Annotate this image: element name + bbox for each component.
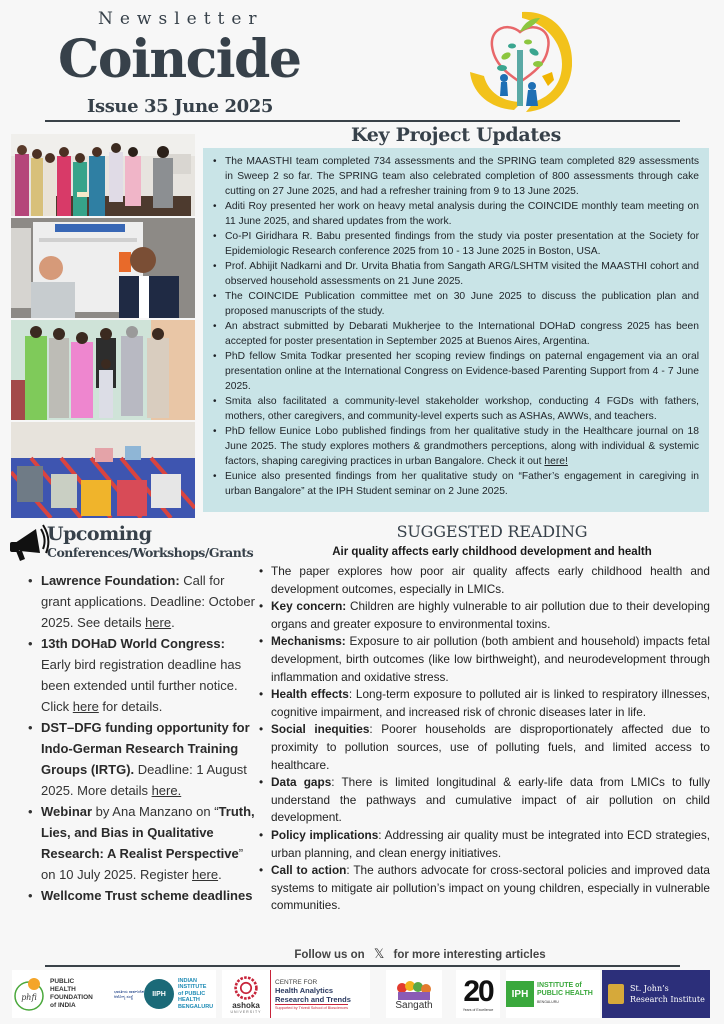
upcoming-list (26, 570, 256, 906)
iiph-badge-icon: IIPH (144, 979, 174, 1009)
phfi-logo: phfi PUBLIC HEALTH FOUNDATION of INDIA (12, 970, 112, 1018)
upcoming-item: • Wellcome Trust scheme deadlines (26, 885, 256, 906)
upcoming-item: • Lawrence Foundation: Call for grant applications. Deadline: October 2025. See details here. (26, 570, 256, 633)
update-item: • An abstract submitted by Debarati Mukherjee to the International DOHaD congress 2025 has been accepted for poster presentation in September 2025 at Buenos Aires, Argentina. (213, 319, 699, 349)
ashoka-logo: ashoka UNIVERSITY (222, 970, 270, 1018)
community-workshop-photo (11, 422, 195, 518)
reading-item: • Policy implications: Addressing air quality must be integrated into ECD strategies, urban planning, and clean energy initiatives. (258, 827, 710, 862)
webinar-register-link[interactable]: here (192, 867, 219, 882)
upcoming-heading: Upcoming (47, 523, 152, 545)
team-cake-cutting-photo (11, 134, 195, 216)
reading-item: • Social inequities: Poorer households are disproportionately affected due to proximity to pollution sources, use of polluting fuels, and limited access to healthcare. (258, 721, 710, 774)
update-item: • The MAASTHI team completed 734 assessments and the SPRING team completed 829 assessments in Sweep 2 so far. The SPRING team also celebrated completion of 800 assessments through cake cutting on 27 June 2025, and had a refresher training from 9 to 13 June 2025. (213, 154, 699, 199)
suggested-reading-list (258, 563, 710, 915)
upcoming-subheading: Conferences/Workshops/Grants (47, 545, 254, 560)
ashoka-mark-icon (233, 975, 259, 1001)
iph-logo: IPH INSTITUTE of PUBLIC HEALTH BENGALURU (506, 970, 600, 1018)
sangath-logo: Sangath (386, 970, 442, 1018)
svg-text:phfi: phfi (21, 993, 37, 1002)
lawrence-foundation-link[interactable]: here (145, 615, 172, 630)
follow-us-line: Follow us on 𝕏 for more interesting articles (294, 946, 546, 961)
newsletter-label: Newsletter (98, 9, 264, 29)
key-updates-panel (203, 148, 709, 512)
suggested-reading-heading: SUGGESTED READING (396, 522, 588, 541)
upcoming-item: • 13th DOHaD World Congress: Early bird registration deadline has been extended until further notice. Click here for details. (26, 633, 256, 717)
update-item: • The COINCIDE Publication committee met on 30 June 2025 to discuss the publication plan and proposed manuscripts of the study. (213, 289, 699, 319)
reading-item: • Mechanisms: Exposure to air pollution (both ambient and household) impacts fetal development, birth outcomes (like low birthweight), and neurodevelopment through inflammation and oxidative stress. (258, 633, 710, 686)
reading-item: • Data gaps: There is limited longitudinal & early-life data from LMICs to fully understand the pathways and cumulative impact of air pollution on child development. (258, 774, 710, 827)
phfi-mark-icon (12, 974, 46, 1014)
x-twitter-icon[interactable]: 𝕏 (373, 946, 385, 961)
dst-dfg-link[interactable]: here. (151, 783, 182, 798)
reading-item: • The paper explores how poor air quality affects early childhood health and development outcomes, especially in LMICs. (258, 563, 710, 598)
issue-label: Issue 35 June 2025 (86, 96, 274, 117)
iiph-logo: ಭಾರತೀಯ ಸಾರ್ವಜನಿಕ ಆರೋಗ್ಯ ಸಂಸ್ಥೆ IIPH INDIAN INSTITUTE of PUBLIC HEALTH BENGALURU (112, 970, 216, 1018)
reading-item: • Key concern: Children are highly vulnerable to air pollution due to their developing organs and greater exposure to environmental toxins. (258, 598, 710, 633)
iph-badge-icon: IPH (506, 981, 534, 1007)
twenty-years-logo: 20 Years of Excellence (456, 970, 500, 1018)
newsletter-title: Coincide (58, 29, 301, 90)
reading-item: • Health effects: Long-term exposure to polluted air is linked to respiratory illnesses, cognitive impairment, and increased risk of chronic diseases later in life. (258, 686, 710, 721)
reading-item: • Call to action: The authors advocate for cross-sectoral policies and improved data systems to mitigate air pollution’s impact on young children, especially in vulnerable communities. (258, 862, 710, 915)
coincide-logo-icon (462, 6, 580, 118)
dohad-congress-link[interactable]: here (72, 699, 99, 714)
update-item: • Eunice also presented findings from her qualitative study on “Father’s engagement in caregiving in urban Bangalore” at the IPH Student seminar on 2 June 2025. (213, 469, 699, 499)
update-item: • PhD fellow Eunice Lobo published findings from her qualitative study in the Healthcare journal on 18 June 2025. The study explores mothers & grandmothers perceptions, along with individual & systemic factors, shaping caregiving practices in urban Bangalore. Check it out here! (213, 424, 699, 469)
update-item: • Co-PI Giridhara R. Babu presented findings from the study via poster presentation at the Society for Epidemiologic Research conference 2025 from 10 - 13 June 2025 in Boston, USA. (213, 229, 699, 259)
update-item: • Smita also facilitated a community-level stakeholder workshop, conducting 4 FGDs with fathers, mothers, other caregivers, and community-level experts such as ASHAs, AWWs, and teachers. (213, 394, 699, 424)
chart-logo: CENTRE FOR Health Analytics Research and Trends Supported by Trivedi School of Biosciences (270, 970, 370, 1018)
header-divider (45, 120, 680, 122)
update-item: • Aditi Roy presented her work on heavy metal analysis during the COINCIDE monthly team meeting on 11 June 2025, and shared updates from the work. (213, 199, 699, 229)
maasthi-visit-photo (11, 320, 195, 420)
footer-divider (45, 965, 680, 967)
sangath-mark-icon (394, 978, 434, 1000)
st-johns-logo: St. John’s Research Institute (602, 970, 710, 1018)
poster-presentation-photo (11, 218, 195, 318)
update-item: • PhD fellow Smita Todkar presented her scoping review findings on paternal engagement via an oral presentation online at the International Congress on Evidence-based Parenting Support from 4 - 7 June 2025. (213, 349, 699, 394)
megaphone-icon (8, 523, 50, 563)
upcoming-item: • DST–DFG funding opportunity for Indo-German Research Training Groups (IRTG). Deadline: 1 August 2025. More details here. (26, 717, 256, 801)
suggested-reading-title: Air quality affects early childhood development and health (332, 546, 652, 558)
update-item: • Prof. Abhijit Nadkarni and Dr. Urvita Bhatia from Sangath ARG/LSHTM visited the MAASTHI cohort and observed household assessments on 21 June 2025. (213, 259, 699, 289)
st-johns-crest-icon (608, 984, 624, 1004)
healthcare-article-link[interactable]: here! (544, 456, 568, 467)
key-updates-list (213, 154, 699, 499)
key-updates-heading: Key Project Updates (350, 124, 562, 146)
upcoming-item: • Webinar by Ana Manzano on “Truth, Lies, and Bias in Qualitative Research: A Realist Perspective” on 10 July 2025. Register here. (26, 801, 256, 885)
